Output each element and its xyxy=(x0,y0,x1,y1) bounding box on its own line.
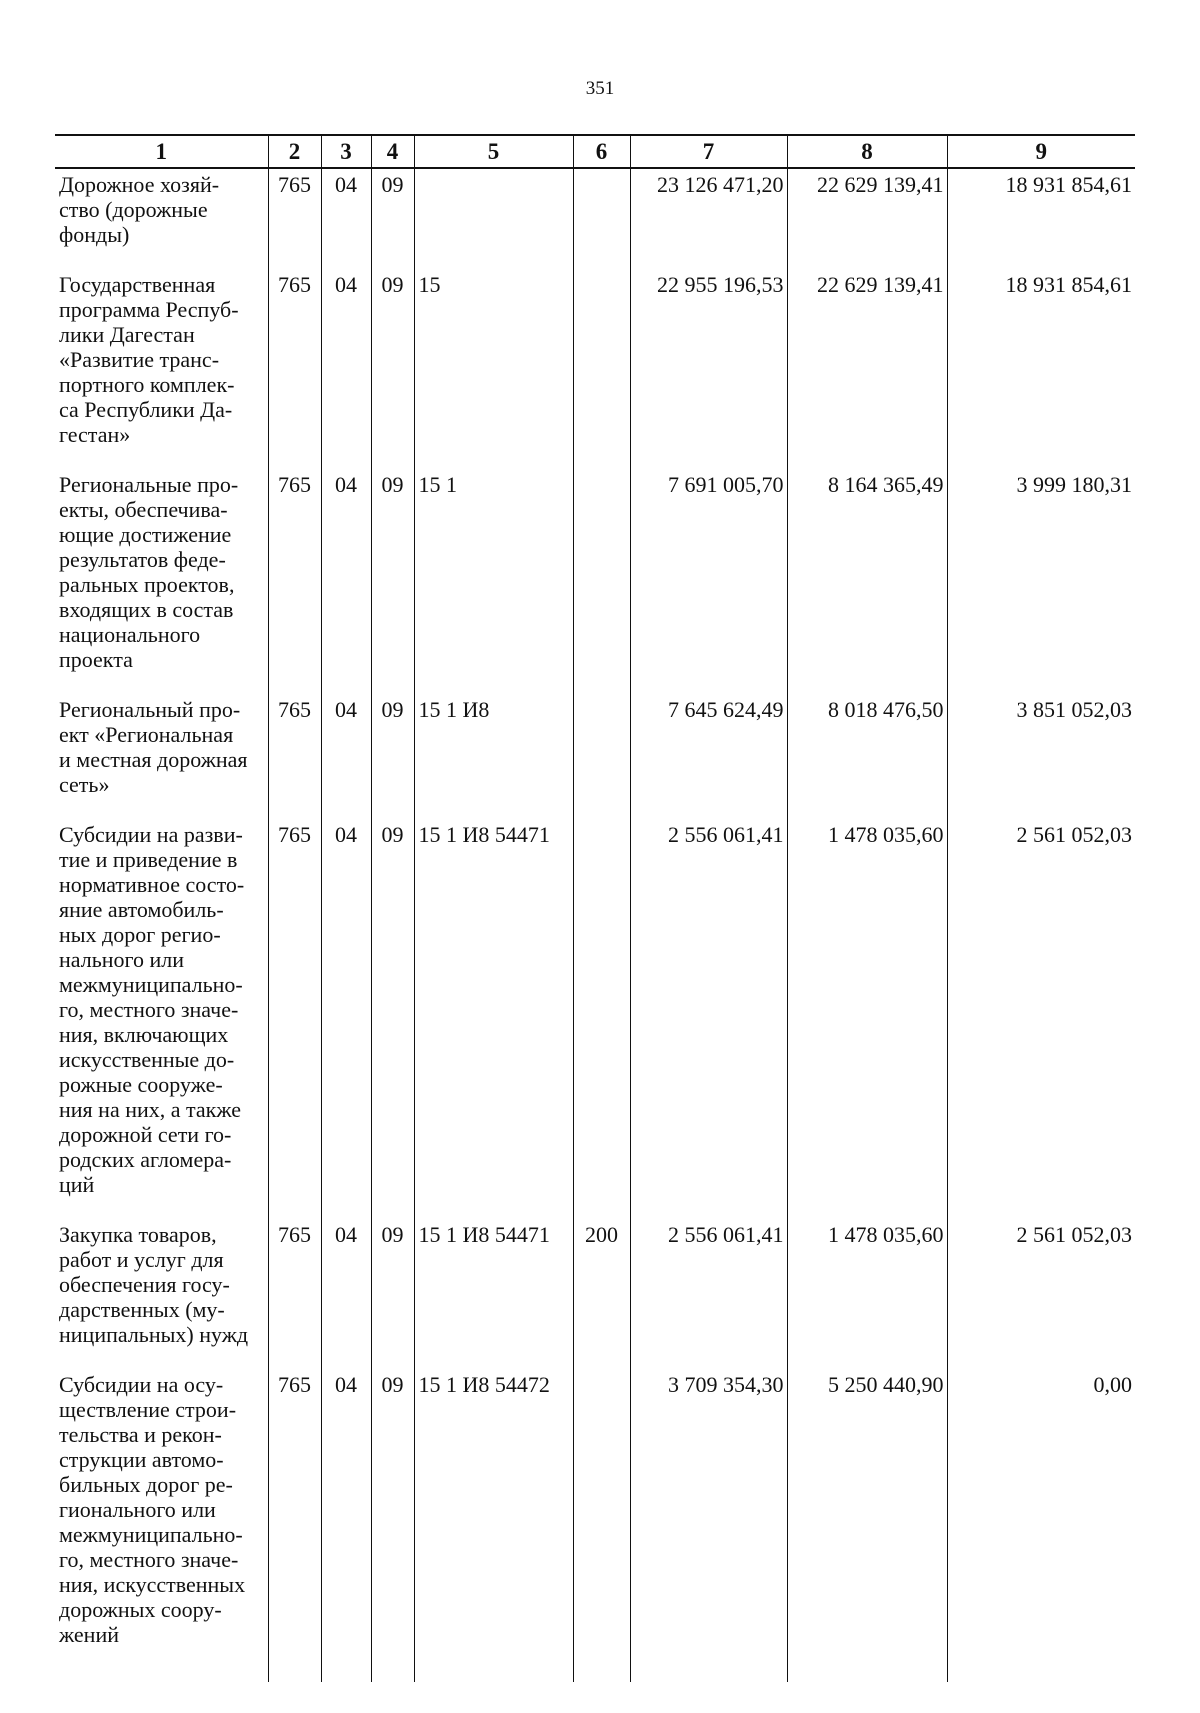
cell-target-article: 15 1 И8 54471 xyxy=(414,819,573,1219)
cell-amount-col7: 22 955 196,53 xyxy=(630,269,787,469)
cell-amount-col9: 0,00 xyxy=(947,1369,1135,1669)
cell-amount-col8: 1 478 035,60 xyxy=(787,1219,947,1369)
row-name-cell: Закупка товаров, работ и услуг для обеспечения госу- дарственных (му- ниципальных) нужд xyxy=(59,1222,249,1347)
cell-target-article: 15 1 И8 54472 xyxy=(414,1369,573,1669)
cell-target-article: 15 xyxy=(414,269,573,469)
cell-subsection-code: 09 xyxy=(371,819,414,1219)
cell-subsection-code: 09 xyxy=(371,1369,414,1669)
header-col-8: 8 xyxy=(787,135,947,168)
cell-amount-col7: 2 556 061,41 xyxy=(630,819,787,1219)
cell-amount-col8: 5 250 440,90 xyxy=(787,1369,947,1669)
filler-cell xyxy=(630,1669,787,1682)
cell-subsection-code: 09 xyxy=(371,469,414,694)
filler-cell xyxy=(371,1669,414,1682)
cell-amount-col8: 8 164 365,49 xyxy=(787,469,947,694)
table-row xyxy=(55,168,1135,269)
cell-section-code: 04 xyxy=(321,168,371,269)
filler-cell xyxy=(414,1669,573,1682)
cell-section-code: 04 xyxy=(321,1219,371,1369)
cell-expense-type xyxy=(573,469,630,694)
cell-target-article: 15 1 xyxy=(414,469,573,694)
header-col-6: 6 xyxy=(573,135,630,168)
cell-subsection-code: 09 xyxy=(371,269,414,469)
page-number: 351 xyxy=(585,78,615,99)
table-row xyxy=(55,269,1135,469)
cell-amount-col8: 22 629 139,41 xyxy=(787,168,947,269)
cell-target-article: 15 1 И8 54471 xyxy=(414,1219,573,1369)
cell-expense-type: 200 xyxy=(573,1219,630,1369)
cell-section-code: 04 xyxy=(321,819,371,1219)
table-row xyxy=(55,1369,1135,1669)
table-row xyxy=(55,1219,1135,1369)
budget-table xyxy=(55,134,1135,1682)
header-col-2: 2 xyxy=(268,135,321,168)
cell-ministry-code: 765 xyxy=(268,168,321,269)
row-name-cell: Субсидии на осу- ществление строи- тельства и рекон- струкции автомо- бильных дорог ре- гионального или межмуниципально- го, местного значе- ния, искусственных дорожных соору- жений xyxy=(59,1372,246,1647)
cell-target-article: 15 1 И8 xyxy=(414,694,573,819)
cell-section-code: 04 xyxy=(321,1369,371,1669)
row-name-cell: Региональный про- ект «Региональная и местная дорожная сеть» xyxy=(59,697,248,797)
cell-ministry-code: 765 xyxy=(268,1219,321,1369)
cell-expense-type xyxy=(573,168,630,269)
cell-amount-col7: 3 709 354,30 xyxy=(630,1369,787,1669)
filler-cell xyxy=(55,1669,268,1682)
cell-amount-col8: 22 629 139,41 xyxy=(787,269,947,469)
header-col-5: 5 xyxy=(414,135,573,168)
header-col-4: 4 xyxy=(371,135,414,168)
cell-amount-col7: 7 645 624,49 xyxy=(630,694,787,819)
cell-expense-type xyxy=(573,694,630,819)
cell-amount-col9: 18 931 854,61 xyxy=(947,269,1135,469)
cell-amount-col9: 3 999 180,31 xyxy=(947,469,1135,694)
header-row xyxy=(55,135,1135,168)
header-col-1: 1 xyxy=(55,135,268,168)
cell-amount-col9: 18 931 854,61 xyxy=(947,168,1135,269)
cell-expense-type xyxy=(573,1369,630,1669)
row-name-cell: Государственная программа Респуб- лики Дагестан «Развитие транс- портного комплек- са Республики Да- гестан» xyxy=(59,272,239,447)
table-row xyxy=(55,694,1135,819)
cell-amount-col9: 2 561 052,03 xyxy=(947,1219,1135,1369)
cell-amount-col7: 23 126 471,20 xyxy=(630,168,787,269)
row-name-cell: Дорожное хозяй- ство (дорожные фонды) xyxy=(59,172,220,247)
table-row xyxy=(55,469,1135,694)
cell-ministry-code: 765 xyxy=(268,269,321,469)
cell-amount-col9: 3 851 052,03 xyxy=(947,694,1135,819)
cell-section-code: 04 xyxy=(321,269,371,469)
cell-amount-col9: 2 561 052,03 xyxy=(947,819,1135,1219)
cell-amount-col7: 7 691 005,70 xyxy=(630,469,787,694)
cell-amount-col8: 8 018 476,50 xyxy=(787,694,947,819)
table-body xyxy=(55,168,1135,1682)
cell-target-article xyxy=(414,168,573,269)
header-col-3: 3 xyxy=(321,135,371,168)
filler-cell xyxy=(321,1669,371,1682)
filler-cell xyxy=(947,1669,1135,1682)
cell-subsection-code: 09 xyxy=(371,168,414,269)
filler-cell xyxy=(573,1669,630,1682)
filler-cell xyxy=(268,1669,321,1682)
cell-ministry-code: 765 xyxy=(268,1369,321,1669)
header-col-7: 7 xyxy=(630,135,787,168)
cell-expense-type xyxy=(573,269,630,469)
table-row xyxy=(55,819,1135,1219)
cell-subsection-code: 09 xyxy=(371,694,414,819)
cell-amount-col7: 2 556 061,41 xyxy=(630,1219,787,1369)
cell-ministry-code: 765 xyxy=(268,819,321,1219)
cell-amount-col8: 1 478 035,60 xyxy=(787,819,947,1219)
row-name-cell: Субсидии на разви- тие и приведение в нормативное состо- яние автомобиль- ных дорог регио- нального или межмуниципально- го, местного значе- ния, включающих искусственные до- рожные сооруже- ния на них, а также дорожной сети го- родских агломера- ций xyxy=(59,822,245,1197)
row-name-cell: Региональные про- екты, обеспечива- ющие достижение результатов феде- ральных проектов, входящих в состав национального проекта xyxy=(59,472,239,672)
cell-ministry-code: 765 xyxy=(268,469,321,694)
filler-cell xyxy=(787,1669,947,1682)
cell-section-code: 04 xyxy=(321,694,371,819)
cell-expense-type xyxy=(573,819,630,1219)
cell-section-code: 04 xyxy=(321,469,371,694)
header-col-9: 9 xyxy=(947,135,1135,168)
cell-ministry-code: 765 xyxy=(268,694,321,819)
cell-subsection-code: 09 xyxy=(371,1219,414,1369)
